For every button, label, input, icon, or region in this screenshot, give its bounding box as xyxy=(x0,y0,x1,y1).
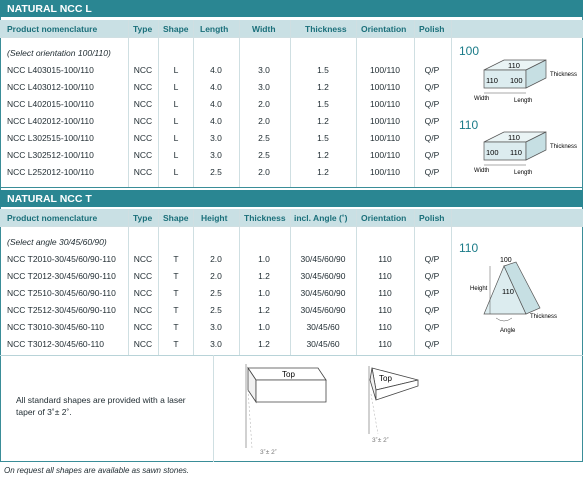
table-cell-width: 2.5 xyxy=(258,150,270,160)
table-cell-shape: L xyxy=(173,99,179,109)
header-polish: Polish xyxy=(419,24,445,34)
table-cell-orientation: 100/110 xyxy=(369,167,401,177)
table-cell-shape: L xyxy=(173,116,179,126)
table-cell-length: 4.0 xyxy=(210,116,222,126)
front-face-label: 110 xyxy=(510,148,522,157)
table-cell-orientation: 100/110 xyxy=(369,150,401,160)
table-cell-orientation: 110 xyxy=(378,271,392,281)
grid-line xyxy=(239,209,240,355)
selection-note: (Select orientation 100/110) xyxy=(7,48,111,58)
top-face-label: 100 xyxy=(500,257,512,264)
table-cell-type: NCC xyxy=(133,167,153,177)
table-cell-shape: L xyxy=(173,133,179,143)
width-label: Width xyxy=(474,96,490,102)
table-cell-polish: Q/P xyxy=(424,133,440,143)
grid-line xyxy=(158,209,159,355)
block-diagram-100 xyxy=(470,58,580,108)
header-angle: incl. Angle (˚) xyxy=(294,213,348,223)
table-cell-orientation: 110 xyxy=(378,254,392,264)
table-cell-thickness: 1.2 xyxy=(258,305,270,315)
grid-line xyxy=(451,20,452,187)
table-cell-orientation: 100/110 xyxy=(369,82,401,92)
orientation-label-110-t: 110 xyxy=(459,241,479,255)
taper-diagram-right xyxy=(362,364,442,448)
laser-taper-text: All standard shapes are provided with a laser taper of 3˚± 2˚. xyxy=(16,395,186,417)
grid-line xyxy=(239,20,240,187)
table-cell-angle: 30/45/60 xyxy=(306,339,340,349)
table-cell-thickness: 1.5 xyxy=(317,99,329,109)
header-width: Width xyxy=(252,24,276,34)
grid-line xyxy=(414,209,415,355)
table-cell-type: NCC xyxy=(133,65,153,75)
table-cell-length: 3.0 xyxy=(210,150,222,160)
table-cell-thickness: 1.2 xyxy=(317,82,329,92)
orientation-label-110: 110 xyxy=(459,118,479,132)
column-header-row-l xyxy=(0,20,583,37)
table-cell-shape: T xyxy=(173,305,179,315)
table-cell-height: 2.5 xyxy=(210,305,222,315)
table-cell-name: NCC L402015-100/110 xyxy=(7,99,94,109)
grid-line xyxy=(356,20,357,187)
section-divider xyxy=(0,187,583,188)
table-cell-name: NCC L403012-100/110 xyxy=(7,82,94,92)
table-cell-width: 2.0 xyxy=(258,99,270,109)
table-cell-name: NCC T3012-30/45/60-110 xyxy=(7,339,105,349)
table-cell-angle: 30/45/60/90 xyxy=(300,254,346,264)
header-type: Type xyxy=(133,24,153,34)
grid-line xyxy=(414,20,415,187)
table-cell-width: 2.5 xyxy=(258,133,270,143)
table-cell-type: NCC xyxy=(133,288,153,298)
table-cell-polish: Q/P xyxy=(424,116,440,126)
table-cell-orientation: 110 xyxy=(378,322,392,332)
table-cell-thickness: 1.0 xyxy=(258,254,270,264)
table-cell-polish: Q/P xyxy=(424,150,440,160)
table-cell-width: 3.0 xyxy=(258,82,270,92)
grid-line xyxy=(128,20,129,187)
section-title-ncc-l: NATURAL NCC L xyxy=(0,0,583,17)
table-cell-polish: Q/P xyxy=(424,271,440,281)
header-shape: Shape xyxy=(163,213,189,223)
grid-line xyxy=(158,20,159,187)
taper-label: 3˚± 2˚ xyxy=(260,449,277,456)
orientation-label-100: 100 xyxy=(459,44,480,58)
table-cell-name: NCC T2010-30/45/60/90-110 xyxy=(7,254,116,264)
table-cell-height: 2.5 xyxy=(210,288,222,298)
table-cell-width: 2.0 xyxy=(258,167,270,177)
grid-line xyxy=(356,209,357,355)
table-cell-shape: L xyxy=(173,65,179,75)
top-face-label: 110 xyxy=(508,133,520,142)
taper-diagram-left xyxy=(240,362,340,458)
table-cell-orientation: 100/110 xyxy=(369,99,401,109)
table-cell-thickness: 1.2 xyxy=(258,339,270,349)
header-thickness: Thickness xyxy=(305,24,347,34)
table-cell-name: NCC L302515-100/110 xyxy=(7,133,94,143)
header-orientation: Orientation xyxy=(361,24,407,34)
table-cell-angle: 30/45/60/90 xyxy=(300,305,346,315)
header-shape: Shape xyxy=(163,24,189,34)
grid-line xyxy=(193,20,194,187)
header-length: Length xyxy=(200,24,229,34)
table-cell-polish: Q/P xyxy=(424,99,440,109)
block-diagram-110 xyxy=(470,130,580,180)
table-cell-polish: Q/P xyxy=(424,82,440,92)
table-cell-polish: Q/P xyxy=(424,305,440,315)
width-label: Width xyxy=(474,168,490,174)
top-label: Top xyxy=(379,374,392,383)
thickness-label: Thickness xyxy=(550,72,578,78)
table-cell-height: 3.0 xyxy=(210,339,222,349)
table-cell-width: 3.0 xyxy=(258,65,270,75)
table-cell-type: NCC xyxy=(133,99,153,109)
table-cell-shape: L xyxy=(173,167,179,177)
grid-line xyxy=(0,226,583,227)
table-cell-type: NCC xyxy=(133,116,153,126)
table-cell-shape: T xyxy=(173,271,179,281)
height-label: Height xyxy=(470,286,488,292)
table-cell-type: NCC xyxy=(133,150,153,160)
table-cell-name: NCC L403015-100/110 xyxy=(7,65,94,75)
grid-line xyxy=(451,209,452,355)
grid-line xyxy=(193,209,194,355)
taper-label: 3˚± 2˚ xyxy=(372,437,389,444)
table-cell-polish: Q/P xyxy=(424,339,440,349)
table-cell-type: NCC xyxy=(133,133,153,143)
table-cell-polish: Q/P xyxy=(424,254,440,264)
table-cell-thickness: 1.5 xyxy=(317,133,329,143)
header-polish: Polish xyxy=(419,213,445,223)
table-cell-name: NCC T3010-30/45/60-110 xyxy=(7,322,105,332)
length-label: Length xyxy=(514,98,533,104)
table-cell-orientation: 110 xyxy=(378,339,392,349)
table-cell-shape: T xyxy=(173,322,179,332)
thickness-label: Thickness xyxy=(550,144,578,150)
table-cell-name: NCC L402012-100/110 xyxy=(7,116,94,126)
top-label: Top xyxy=(282,370,295,379)
top-face-label: 110 xyxy=(508,61,520,70)
table-cell-orientation: 100/110 xyxy=(369,116,401,126)
table-cell-thickness: 1.2 xyxy=(317,116,329,126)
side-face-label: 110 xyxy=(486,76,498,85)
table-cell-length: 4.0 xyxy=(210,65,222,75)
table-cell-orientation: 110 xyxy=(378,305,392,315)
grid-line xyxy=(290,209,291,355)
table-cell-shape: T xyxy=(173,288,179,298)
table-cell-name: NCC L302512-100/110 xyxy=(7,150,94,160)
table-cell-angle: 30/45/60/90 xyxy=(300,271,346,281)
table-cell-angle: 30/45/60 xyxy=(306,322,340,332)
header-nomenclature: Product nomenclature xyxy=(7,24,98,34)
table-cell-thickness: 1.2 xyxy=(317,150,329,160)
table-cell-width: 2.0 xyxy=(258,116,270,126)
table-cell-thickness: 1.2 xyxy=(258,271,270,281)
length-label: Length xyxy=(514,170,533,176)
table-cell-polish: Q/P xyxy=(424,322,440,332)
table-cell-orientation: 110 xyxy=(378,288,392,298)
table-cell-shape: L xyxy=(173,82,179,92)
table-cell-type: NCC xyxy=(133,82,153,92)
angle-label: Angle xyxy=(500,328,516,334)
footnote: On request all shapes are available as sawn stones. xyxy=(4,466,189,475)
thickness-label: Thickness xyxy=(530,314,558,320)
table-cell-length: 2.5 xyxy=(210,167,222,177)
front-face-label: 100 xyxy=(510,76,523,85)
table-cell-shape: L xyxy=(173,150,179,160)
table-cell-type: NCC xyxy=(133,322,153,332)
table-cell-shape: T xyxy=(173,339,179,349)
column-header-row-t xyxy=(0,209,583,226)
table-cell-orientation: 100/110 xyxy=(369,65,401,75)
table-cell-length: 4.0 xyxy=(210,82,222,92)
table-cell-shape: T xyxy=(173,254,179,264)
table-cell-height: 3.0 xyxy=(210,322,222,332)
table-cell-name: NCC L252012-100/110 xyxy=(7,167,94,177)
header-nomenclature: Product nomenclature xyxy=(7,213,98,223)
table-cell-type: NCC xyxy=(133,254,153,264)
selection-note: (Select angle 30/45/60/90) xyxy=(7,237,107,247)
grid-line xyxy=(0,37,583,38)
header-orientation: Orientation xyxy=(361,213,407,223)
table-cell-thickness: 1.5 xyxy=(317,65,329,75)
header-type: Type xyxy=(133,213,153,223)
table-cell-name: NCC T2510-30/45/60/90-110 xyxy=(7,288,116,298)
table-cell-thickness: 1.2 xyxy=(317,167,329,177)
header-thickness: Thickness xyxy=(244,213,286,223)
table-cell-thickness: 1.0 xyxy=(258,288,270,298)
table-cell-polish: Q/P xyxy=(424,167,440,177)
side-face-label: 100 xyxy=(486,148,499,157)
grid-line xyxy=(0,355,583,356)
table-cell-polish: Q/P xyxy=(424,65,440,75)
table-cell-angle: 30/45/60/90 xyxy=(300,288,346,298)
section-title-ncc-t: NATURAL NCC T xyxy=(0,190,583,207)
table-cell-orientation: 100/110 xyxy=(369,133,401,143)
table-cell-height: 2.0 xyxy=(210,271,222,281)
table-cell-type: NCC xyxy=(133,339,153,349)
triangle-diagram xyxy=(470,252,580,336)
table-cell-type: NCC xyxy=(133,271,153,281)
table-cell-name: NCC T2512-30/45/60/90-110 xyxy=(7,305,116,315)
grid-line xyxy=(213,355,214,462)
grid-line xyxy=(290,20,291,187)
table-cell-type: NCC xyxy=(133,305,153,315)
grid-line xyxy=(128,209,129,355)
table-cell-polish: Q/P xyxy=(424,288,440,298)
table-cell-length: 4.0 xyxy=(210,99,222,109)
table-cell-height: 2.0 xyxy=(210,254,222,264)
table-cell-thickness: 1.0 xyxy=(258,322,270,332)
table-cell-name: NCC T2012-30/45/60/90-110 xyxy=(7,271,116,281)
center-face-label: 110 xyxy=(502,287,514,296)
table-cell-length: 3.0 xyxy=(210,133,222,143)
header-height: Height xyxy=(201,213,228,223)
